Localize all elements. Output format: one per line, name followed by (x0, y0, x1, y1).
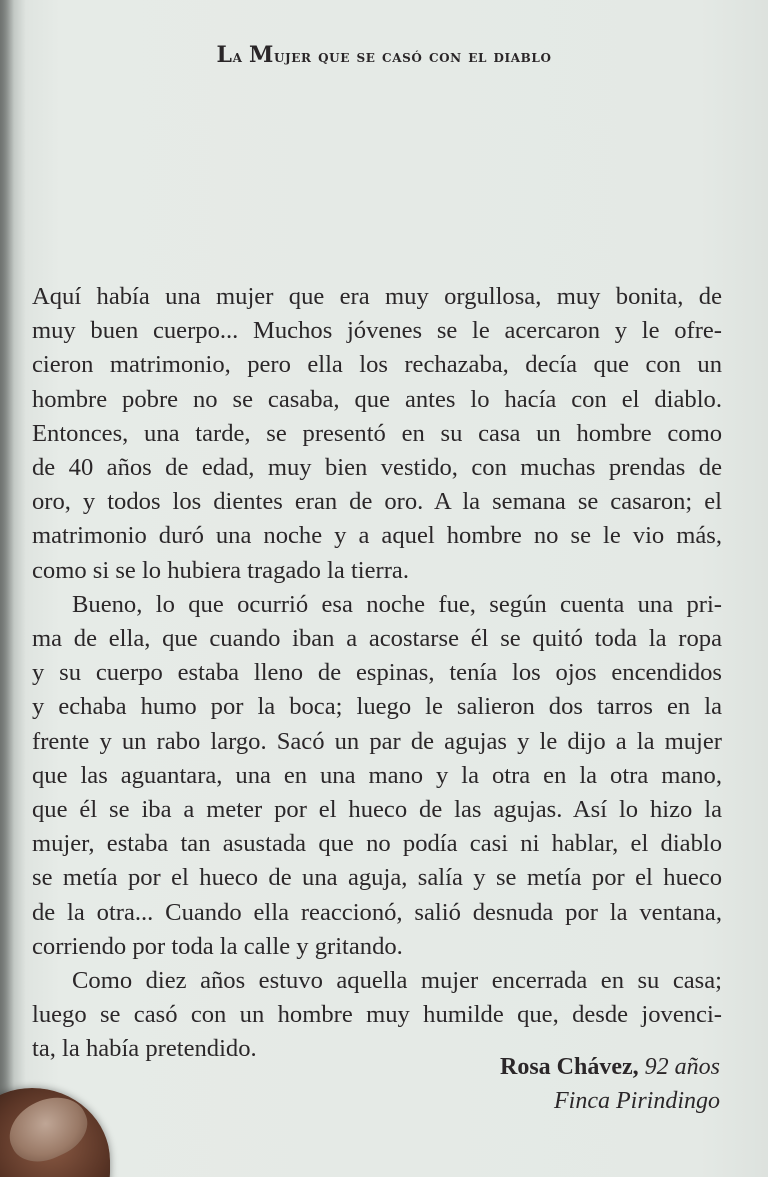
text-line: de 40 años de edad, muy bien vestido, con muchas prendas de (32, 454, 722, 482)
story-title (0, 42, 768, 68)
narrator-name: Rosa Chávez, (500, 1054, 639, 1080)
text-line: y echaba humo por la boca; luego le salieron dos tarros en la (32, 693, 722, 721)
paragraph-2 (32, 588, 722, 964)
text-line: muy buen cuerpo... Muchos jóvenes se le acercaron y le ofre- (32, 317, 722, 345)
signature-line (500, 1050, 720, 1084)
text-line: hombre pobre no se casaba, que antes lo hacía con el diablo. (32, 385, 722, 413)
text-line: oro, y todos los dientes eran de oro. A la semana se casaron; el (32, 488, 722, 516)
text-line: que las aguantara, una en una mano y la otra en la otra mano, (32, 761, 722, 789)
text-line: que él se iba a meter por el hueco de las agujas. Así lo hizo la (32, 796, 722, 824)
text-line: ma de ella, que cuando iban a acostarse él se quitó toda la ropa (32, 625, 722, 653)
text-line: luego se casó con un hombre muy humilde que, desde jovenci- (32, 1001, 722, 1029)
text-line: Entonces, una tarde, se presentó en su casa un hombre como (32, 419, 722, 447)
text-line: corriendo por toda la calle y gritando. (32, 932, 403, 960)
text-line: de la otra... Cuando ella reaccionó, salió desnuda por la ventana, (32, 898, 722, 926)
text-line: Aquí había una mujer que era muy orgullosa, muy bonita, de (32, 283, 722, 310)
text-line: como si se lo hubiera tragado la tierra. (32, 556, 409, 584)
text-line: se metía por el hueco de una aguja, salía y se metía por el hueco (32, 864, 722, 892)
text-line: y su cuerpo estaba lleno de espinas, tenía los ojos encendidos (32, 659, 722, 687)
text-line: frente y un rabo largo. Sacó un par de agujas y le dijo a la mujer (32, 727, 722, 755)
title-capital-m: M (249, 42, 274, 68)
signature-block (500, 1050, 720, 1118)
text-line: cieron matrimonio, pero ella los rechazaba, decía que con un (32, 351, 722, 379)
text-line: mujer, estaba tan asustada que no podía casi ni hablar, el diablo (32, 830, 722, 858)
text-line: Como diez años estuvo aquella mujer encerrada en su casa; (72, 967, 722, 995)
paragraph-1 (32, 280, 722, 588)
narrator-place: Finca Pirindingo (554, 1088, 720, 1114)
text-line: matrimonio duró una noche y a aquel hombre no se le vio más, (32, 522, 722, 550)
text-line: ta, la había pretendido. (32, 1035, 257, 1063)
page-gutter-shadow (0, 0, 14, 1177)
text-line: Bueno, lo que ocurrió esa noche fue, según cuenta una pri- (72, 590, 722, 618)
title-capital-l: L (216, 42, 233, 68)
narrator-age: 92 años (644, 1054, 720, 1080)
story-body (32, 280, 722, 1067)
title-rest: ujer que se casó con el diablo (273, 47, 552, 67)
title-word-a: a (232, 47, 249, 67)
